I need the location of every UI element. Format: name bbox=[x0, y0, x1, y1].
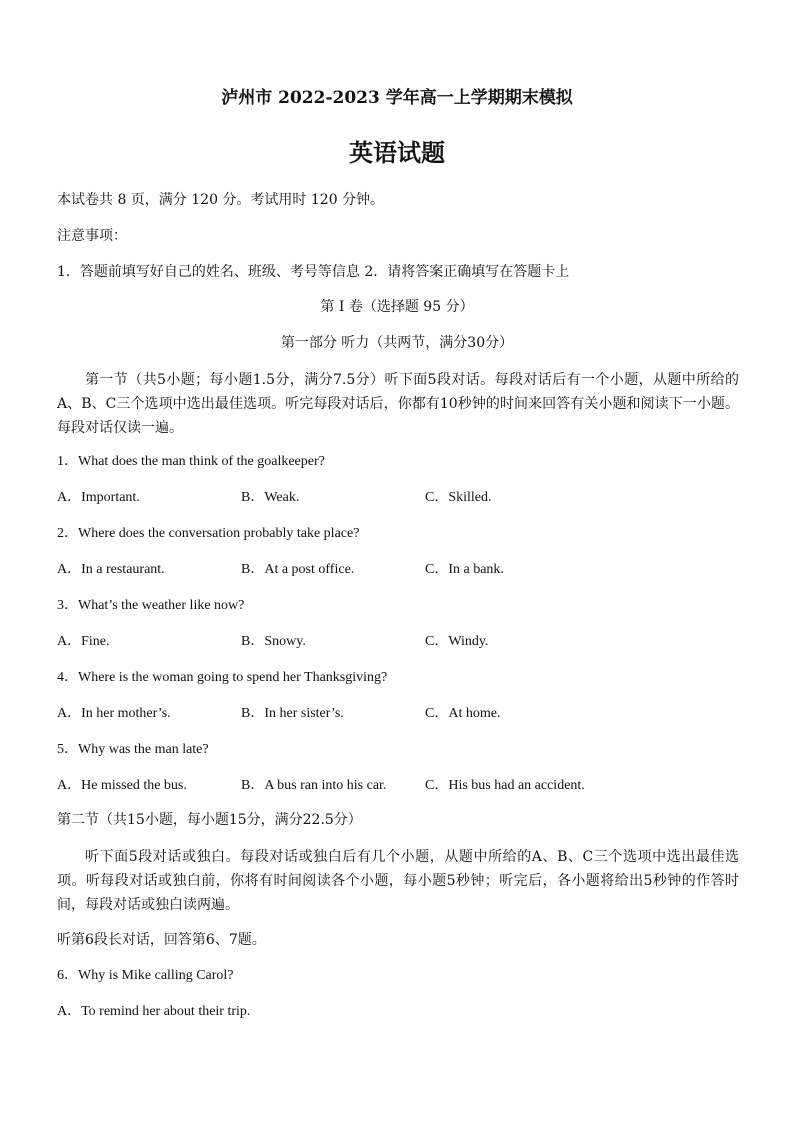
question-3-options bbox=[57, 632, 737, 652]
exam-title: 泸州市 2022-2023 学年高一上学期期末模拟 bbox=[221, 88, 573, 108]
option-c: C．His bus had an accident. bbox=[425, 778, 585, 793]
question-1-stem: 1．What does the man think of the goalkeeper? bbox=[57, 454, 325, 469]
option-a: A．Fine. bbox=[57, 634, 110, 649]
question-6-stem: 6．Why is Mike calling Carol? bbox=[57, 968, 234, 983]
option-c: C．Windy. bbox=[425, 634, 489, 649]
option-a: A．In her mother’s. bbox=[57, 706, 171, 721]
option-a: A．In a restaurant. bbox=[57, 562, 165, 577]
question-6-option-a: A．To remind her about their trip. bbox=[57, 1004, 251, 1019]
question-5-stem: 5．Why was the man late? bbox=[57, 742, 209, 757]
question-4-options bbox=[57, 704, 737, 724]
question-5-options bbox=[57, 776, 737, 796]
option-c: C．Skilled. bbox=[425, 490, 492, 505]
question-2-stem: 2．Where does the conversation probably take place? bbox=[57, 526, 360, 541]
option-b: B．Weak. bbox=[241, 490, 300, 505]
option-b: B．A bus ran into his car. bbox=[241, 778, 387, 793]
option-b: B．In her sister’s. bbox=[241, 706, 344, 721]
volume-title: 第 I 卷（选择题 95 分） bbox=[320, 299, 474, 315]
question-3-stem: 3．What’s the weather like now? bbox=[57, 598, 245, 613]
subject-title: 英语试题 bbox=[349, 138, 445, 167]
dialogue-note: 听第6段长对话，回答第6、7题。 bbox=[57, 932, 266, 948]
notice-heading: 注意事项： bbox=[57, 228, 127, 244]
option-c: C．At home. bbox=[425, 706, 501, 721]
option-a: A．He missed the bus. bbox=[57, 778, 187, 793]
question-2-options bbox=[57, 560, 737, 580]
section2-heading: 第二节（共15小题，每小题15分，满分22.5分） bbox=[57, 812, 362, 828]
question-1-options bbox=[57, 488, 737, 508]
section1-instructions: 第一节（共5小题；每小题1.5分，满分7.5分）听下面5段对话。每段对话后有一个小题，从题中所给的A、B、C三个选项中选出最佳选项。听完每段对话后，你都有10秒钟的时间来回答有关小题和阅读下一小题。每段对话仅读一遍。 bbox=[57, 372, 739, 436]
notice-item-1: 1．答题前填写好自己的姓名、班级、考号等信息 2．请将答案正确填写在答题卡上 bbox=[57, 264, 570, 280]
option-a: A．Important. bbox=[57, 490, 140, 505]
option-c: C．In a bank. bbox=[425, 562, 504, 577]
part-title: 第一部分 听力（共两节，满分30分） bbox=[280, 335, 514, 351]
exam-info: 本试卷共 8 页，满分 120 分。考试用时 120 分钟。 bbox=[57, 192, 385, 208]
section2-instructions: 听下面5段对话或独白。每段对话或独白后有几个小题，从题中所给的A、B、C三个选项中选出最佳选项。听每段对话或独白前，你将有时间阅读各个小题，每小题5秒钟；听完后，各小题将给出5秒钟的作答时间，每段对话或独白读两遍。 bbox=[57, 849, 739, 913]
option-b: B．Snowy. bbox=[241, 634, 306, 649]
question-4-stem: 4．Where is the woman going to spend her Thanksgiving? bbox=[57, 670, 388, 685]
option-b: B．At a post office. bbox=[241, 562, 355, 577]
